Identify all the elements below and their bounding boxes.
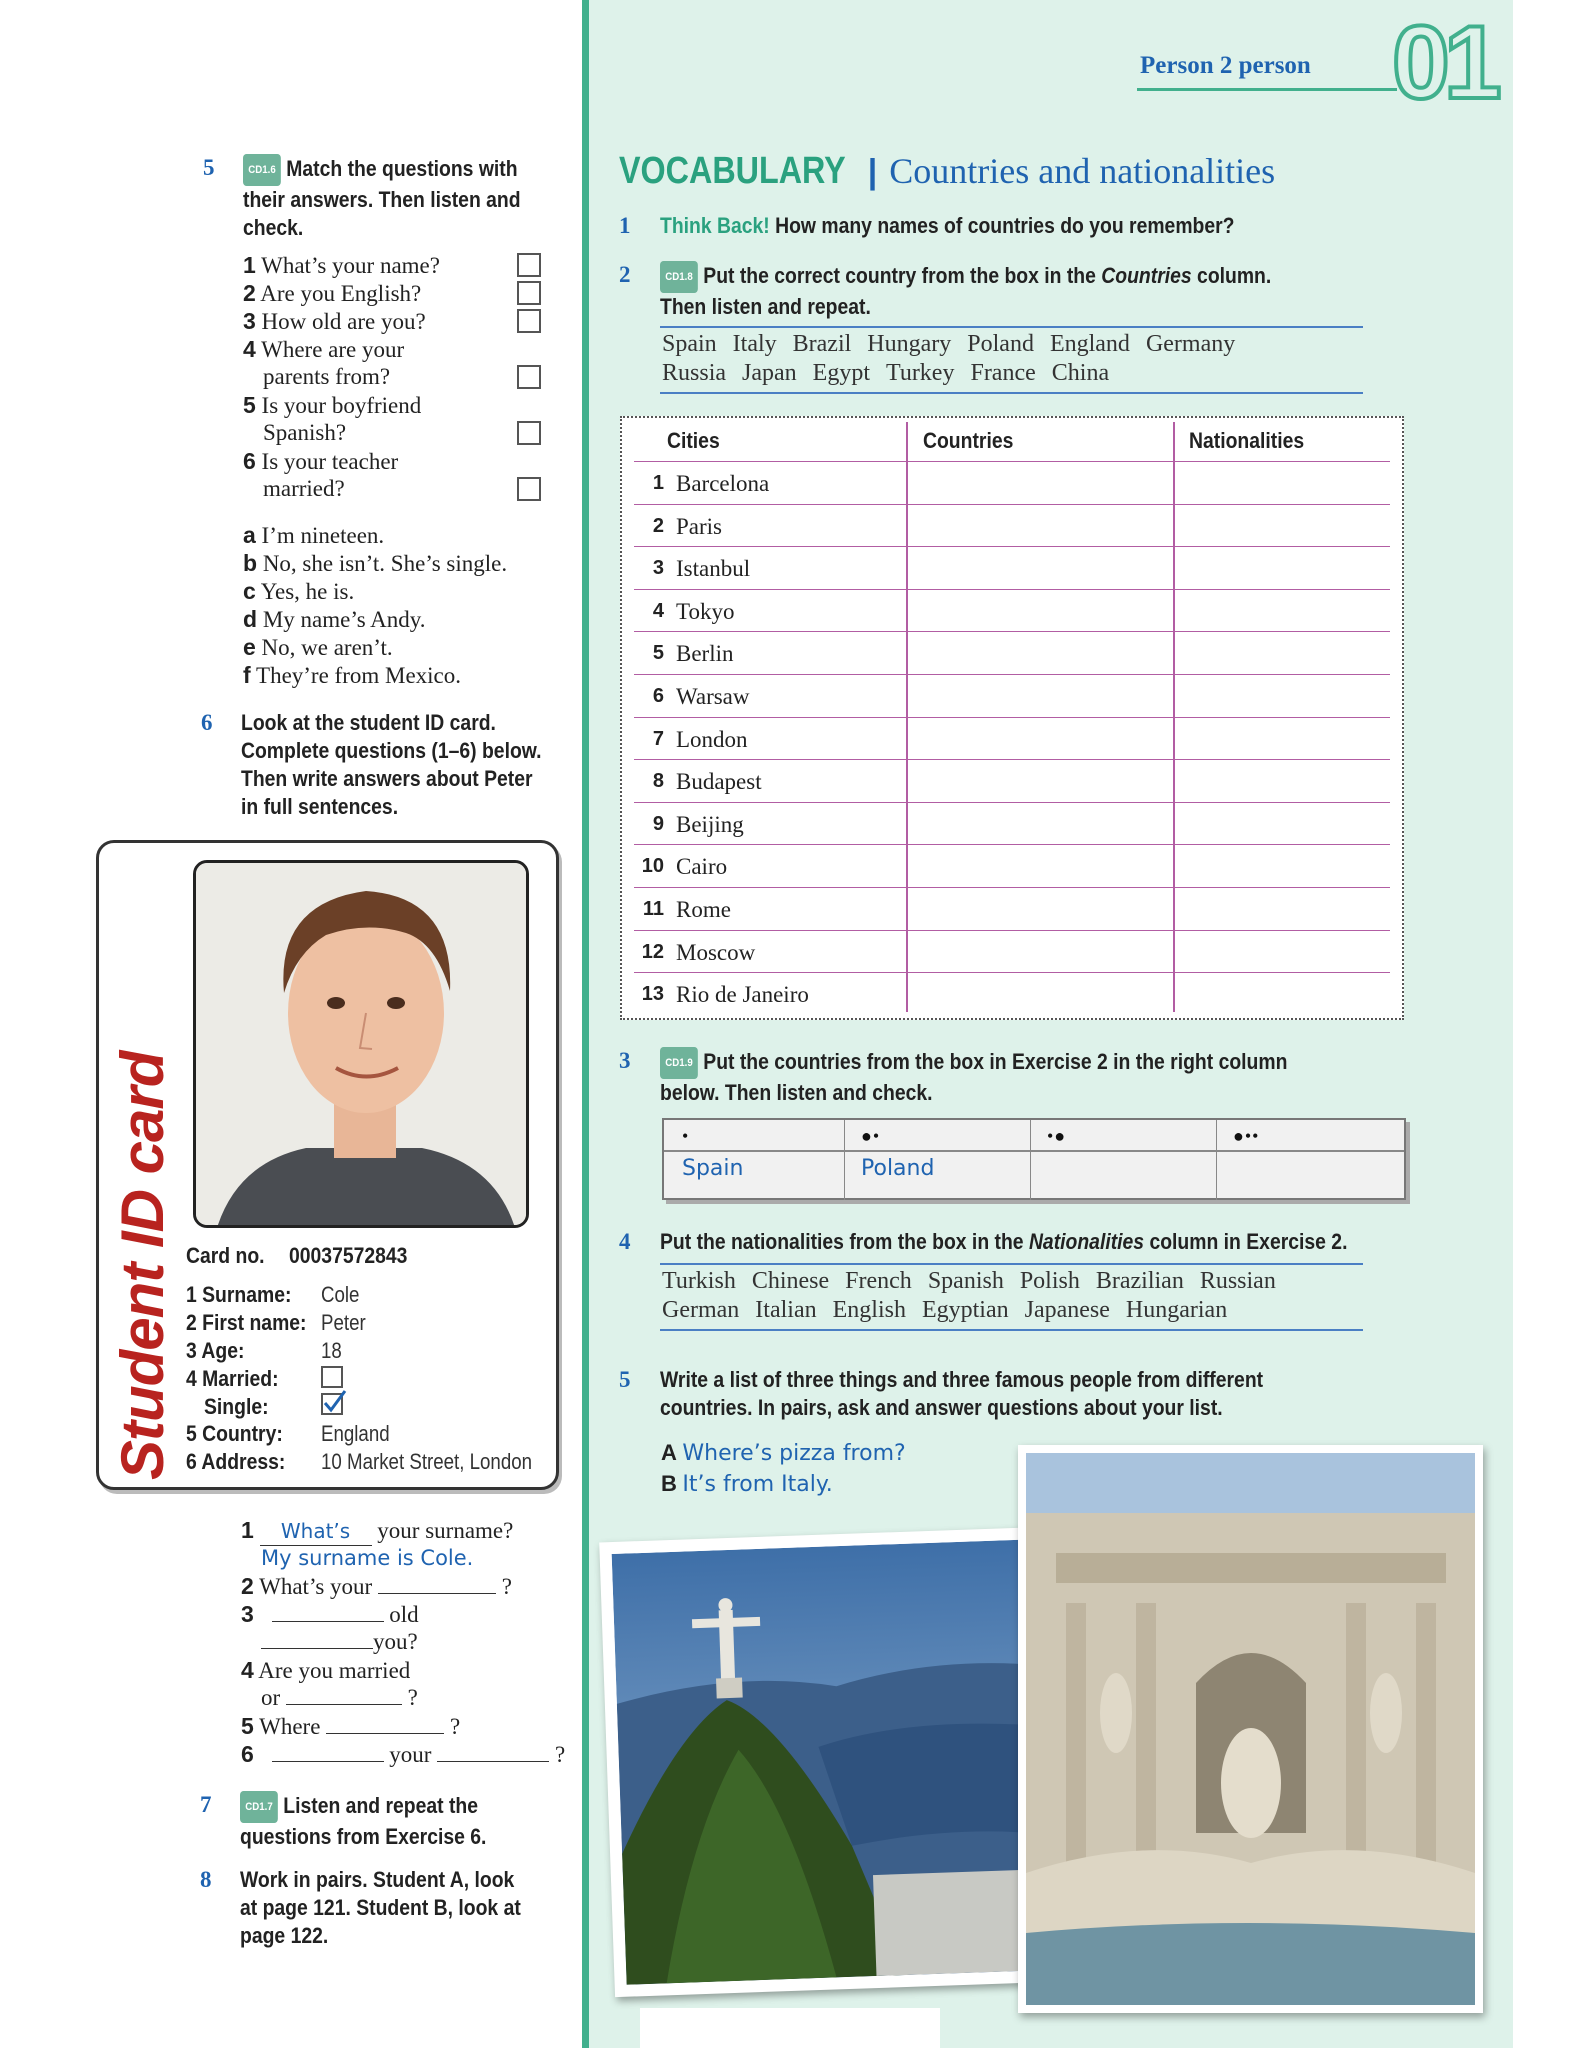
stress-column-2 (845, 1120, 1031, 1200)
answer-checkbox-6[interactable] (517, 477, 541, 501)
nationality-word: English (832, 1297, 906, 1323)
city-cell: Cairo (676, 854, 728, 880)
completion-q2: 2 What’s your ? (241, 1573, 512, 1599)
vocab-exercise-1: 1 Think Back! How many names of countries do you remember? (619, 213, 1235, 238)
city-cell: Beijing (676, 811, 744, 837)
answer-checkbox-4[interactable] (517, 365, 541, 389)
nationality-word: French (845, 1268, 912, 1294)
nationality-answer-cell[interactable] (1175, 931, 1390, 973)
country-word-box (662, 330, 1251, 388)
table-row (634, 462, 1390, 505)
table-row (634, 973, 1390, 1016)
section-label: VOCABULARY (619, 150, 846, 192)
id-single-row: Single: (204, 1394, 269, 1419)
nationality-word: Hungarian (1125, 1297, 1228, 1323)
table-row (634, 505, 1390, 548)
answer-blank[interactable] (272, 1621, 384, 1622)
nationality-answer-cell[interactable] (1175, 888, 1390, 930)
stress-pattern-table (662, 1118, 1406, 1200)
dialogue-line-a: Where’s pizza from? (682, 1441, 906, 1466)
city-cell: Rio de Janeiro (676, 982, 809, 1008)
nationality-word: Turkish (662, 1268, 736, 1294)
nationality-word: German (662, 1297, 740, 1323)
row-number: 9 (652, 812, 664, 835)
country-answer-cell[interactable] (908, 590, 1172, 632)
unit-number-badge: 01 (1392, 5, 1496, 121)
blank-caption-area (640, 2008, 940, 2048)
cd-track-badge: CD1.6 (243, 154, 281, 186)
vocab-exercise-3: 3 CD1.9 Put the countries from the box in Exercise 2 in the right column below. Then listen and check. (619, 1048, 1288, 1105)
country-answer-cell[interactable] (908, 462, 1172, 504)
nationality-answer-cell[interactable] (1175, 590, 1390, 632)
table-row (634, 845, 1390, 888)
country-answer-cell[interactable] (908, 845, 1172, 887)
christ-redeemer-image (612, 1538, 1079, 1985)
vocab-exercise-5: 5 Write a list of three things and three famous people from different countries. In pairs, ask and answer questions about your list. (619, 1367, 1264, 1420)
nationality-word: Japanese (1024, 1297, 1110, 1323)
stress-pattern: • (682, 1126, 690, 1146)
exercise-number: 2 (619, 262, 631, 287)
exercise-instructions: CD1.6 Match the questions with their answers. Then listen and check. (243, 156, 521, 240)
nationality-answer-cell[interactable] (1175, 760, 1390, 802)
column-header-countries: Countries (923, 428, 1014, 453)
table-row (634, 547, 1390, 590)
row-number: 2 (652, 514, 664, 537)
section-heading (619, 150, 1275, 193)
city-cell: Paris (676, 513, 722, 539)
answer-checkbox-5[interactable] (517, 421, 541, 445)
country-word: Japan (742, 360, 797, 386)
stress-pattern: ●•• (1233, 1126, 1260, 1146)
ex5-question-list: 1 What’s your name? 2 Are you English? 3 How old are you? 4 Where are your parents from? 5 Is your boyfriend Spanish? 6 Is your teacher married? (243, 252, 440, 501)
row-number: 8 (652, 770, 664, 793)
country-word: China (1051, 360, 1110, 386)
think-back-label: Think Back! (660, 213, 770, 238)
exercise-instructions: Look at the student ID card. Complete questions (1–6) below. Then write answers about Peter in full sentences. (241, 710, 542, 819)
country-answer-cell[interactable] (908, 675, 1172, 717)
completion-q5: 5 Where ? (241, 1713, 461, 1739)
completion-q4-line2: or ? (261, 1685, 418, 1710)
trevi-fountain-image (1026, 1453, 1475, 2005)
row-number: 5 (652, 642, 664, 665)
id-married-row: 4 Married: (186, 1366, 279, 1391)
city-cell: Tokyo (676, 598, 735, 624)
exercise-number: 5 (619, 1367, 631, 1392)
section-separator: | (867, 153, 878, 191)
exercise-number: 6 (201, 710, 213, 735)
left-exercise-5 (203, 154, 583, 242)
nationality-word: Brazilian (1095, 1268, 1184, 1294)
row-number: 6 (652, 685, 664, 707)
country-answer-cell[interactable] (908, 547, 1172, 589)
word-box-rule-bottom (660, 392, 1363, 394)
exercise-instructions: Work in pairs. Student A, look at page 121. Student B, look at page 122. (240, 1867, 521, 1948)
completion-q4: 4 Are you married (241, 1657, 411, 1683)
city-cell: Barcelona (676, 471, 770, 496)
nationality-word: Russian (1199, 1268, 1276, 1294)
row-number: 3 (652, 557, 664, 580)
exercise-number: 3 (619, 1048, 631, 1073)
row-number: 4 (652, 599, 664, 622)
single-checkbox[interactable] (321, 1393, 343, 1415)
country-word: England (1049, 331, 1130, 357)
stress-example: Poland (861, 1156, 935, 1181)
city-cell: Istanbul (676, 556, 751, 582)
country-answer-cell[interactable] (908, 973, 1172, 1016)
city-cell: Rome (676, 897, 731, 922)
completion-q6: 6 your ? (241, 1741, 566, 1767)
column-header-cities: Cities (667, 428, 720, 453)
country-answer-cell[interactable] (908, 931, 1172, 973)
answer-blank[interactable] (261, 1648, 373, 1649)
filled-answer-blank[interactable]: What’s (260, 1517, 372, 1546)
nationality-word: Chinese (751, 1268, 830, 1294)
nationality-answer-cell[interactable] (1175, 505, 1390, 547)
stress-column-4 (1217, 1120, 1404, 1200)
left-exercise-8 (200, 1866, 559, 1950)
column-header-nationalities: Nationalities (1189, 428, 1305, 453)
word-box-rule-bottom (660, 1329, 1363, 1331)
nationality-answer-cell[interactable] (1175, 632, 1390, 674)
cd-track-badge: CD1.8 (660, 261, 698, 293)
id-country-row: 5 Country: England (186, 1421, 390, 1446)
word-box-rule-top (660, 1263, 1363, 1265)
nationality-answer-cell[interactable] (1175, 462, 1390, 504)
country-word: Turkey (886, 360, 955, 386)
id-address-row: 6 Address: 10 Market Street, London (186, 1449, 533, 1474)
country-word: Poland (967, 331, 1034, 357)
row-number: 12 (641, 940, 664, 963)
country-word: Italy (732, 331, 777, 357)
completion-q1-answer: My surname is Cole. (261, 1546, 474, 1570)
table-row (634, 718, 1390, 761)
table-column-divider (906, 422, 908, 1012)
section-title: Countries and nationalities (889, 151, 1276, 191)
answer-blank[interactable] (437, 1761, 549, 1762)
id-card-title: Student ID card (109, 1051, 176, 1480)
stress-pattern: •● (1047, 1126, 1067, 1146)
answer-blank[interactable] (378, 1593, 496, 1594)
nationality-answer-cell[interactable] (1175, 547, 1390, 589)
row-number: 13 (641, 983, 664, 1006)
country-word: Brazil (792, 331, 852, 357)
completion-q3-line2: you? (241, 1628, 565, 1656)
vocab-exercise-4: 4 Put the nationalities from the box in the Nationalities column in Exercise 2. (619, 1229, 1348, 1254)
table-header-row (634, 418, 1390, 462)
nationality-word-box (662, 1267, 1292, 1325)
country-answer-cell[interactable] (908, 718, 1172, 760)
completion-q3: 3 old (241, 1601, 419, 1627)
city-cell: Warsaw (676, 684, 750, 709)
row-number: 1 (652, 472, 664, 494)
student-portrait-image (196, 863, 529, 1228)
nationality-word: Spanish (927, 1268, 1004, 1294)
nationality-word: Polish (1019, 1268, 1080, 1294)
country-word: Russia (662, 360, 727, 386)
id-surname-row: 1 Surname: Cole (186, 1282, 360, 1307)
row-number: 10 (641, 855, 664, 878)
nationality-answer-cell[interactable] (1175, 845, 1390, 887)
stress-column-3 (1031, 1120, 1217, 1200)
exercise-number: 8 (200, 1867, 212, 1892)
cd-track-badge: CD1.7 (240, 1791, 278, 1823)
id-age-row: 3 Age: 18 (186, 1338, 342, 1363)
answer-blank[interactable] (326, 1733, 444, 1734)
city-cell: Budapest (676, 769, 762, 795)
country-word: Egypt (812, 360, 870, 386)
exercise-number: 1 (619, 213, 631, 238)
country-answer-cell[interactable] (908, 760, 1172, 802)
nationality-answer-cell[interactable] (1175, 675, 1390, 717)
nationality-word: Egyptian (921, 1297, 1009, 1323)
table-row (634, 931, 1390, 974)
answer-blank[interactable] (286, 1704, 402, 1705)
completion-q1: 1 What’s your surname? (241, 1516, 565, 1544)
country-word: Spain (662, 331, 717, 357)
answer-checkbox-1[interactable] (517, 253, 541, 277)
country-word: Hungary (867, 331, 952, 357)
dialogue-line-b: It’s from Italy. (682, 1472, 833, 1497)
stress-example: Spain (682, 1156, 744, 1181)
vocab-exercise-2: 2 CD1.8 Put the correct country from the box in the Countries column. Then listen and repeat. (619, 262, 1272, 319)
ex6-completion-list (241, 1516, 565, 1768)
exercise-number: 5 (203, 155, 215, 180)
city-cell: Berlin (676, 641, 734, 667)
city-cell: Moscow (676, 939, 756, 965)
table-row (634, 888, 1390, 931)
country-word: France (970, 360, 1036, 386)
city-cell: London (676, 726, 748, 752)
table-row (634, 632, 1390, 675)
country-answer-cell[interactable] (908, 505, 1172, 547)
exercise-instructions: CD1.7 Listen and repeat the questions from Exercise 6. (240, 1793, 487, 1849)
stress-column-1 (664, 1120, 845, 1200)
stress-pattern: ●• (861, 1126, 881, 1146)
nationality-word: Italian (755, 1297, 817, 1323)
cd-track-badge: CD1.9 (660, 1047, 698, 1079)
trevi-photo (1018, 1445, 1483, 2013)
page-header-title: Person 2 person (1140, 52, 1311, 79)
country-answer-cell[interactable] (908, 632, 1172, 674)
table-row (634, 760, 1390, 803)
table-row (634, 590, 1390, 633)
answer-blank[interactable] (272, 1761, 384, 1762)
id-firstname-row: 2 First name: Peter (186, 1310, 366, 1335)
word-box-rule-top (660, 326, 1363, 328)
table-row (634, 675, 1390, 718)
header-rule (1137, 88, 1397, 91)
country-answer-cell[interactable] (908, 803, 1172, 845)
row-number: 7 (652, 727, 664, 750)
student-photo (193, 860, 529, 1228)
married-checkbox[interactable] (321, 1366, 343, 1388)
table-row (634, 803, 1390, 846)
check-mark-icon (321, 1389, 347, 1415)
left-exercise-7 (200, 1791, 520, 1851)
row-number: 11 (642, 898, 664, 920)
left-exercise-6 (201, 709, 581, 821)
nationality-answer-cell[interactable] (1175, 973, 1390, 1016)
answer-checkbox-2[interactable] (517, 281, 541, 305)
example-dialogue: A Where’s pizza from? B It’s from Italy. (661, 1440, 906, 1497)
country-word: Germany (1145, 331, 1236, 357)
nationality-answer-cell[interactable] (1175, 803, 1390, 845)
table-column-divider (1173, 422, 1175, 1012)
answer-checkbox-3[interactable] (517, 309, 541, 333)
ex5-answer-list: a I’m nineteen. b No, she isn’t. She’s single. c Yes, he is. d My name’s Andy. e No, we aren’t. f They’re from Mexico. (243, 522, 508, 688)
nationality-answer-cell[interactable] (1175, 718, 1390, 760)
country-answer-cell[interactable] (908, 888, 1172, 930)
exercise-number: 7 (200, 1792, 212, 1817)
exercise-number: 4 (619, 1229, 631, 1254)
id-card-number: Card no. 00037572843 (186, 1243, 408, 1268)
